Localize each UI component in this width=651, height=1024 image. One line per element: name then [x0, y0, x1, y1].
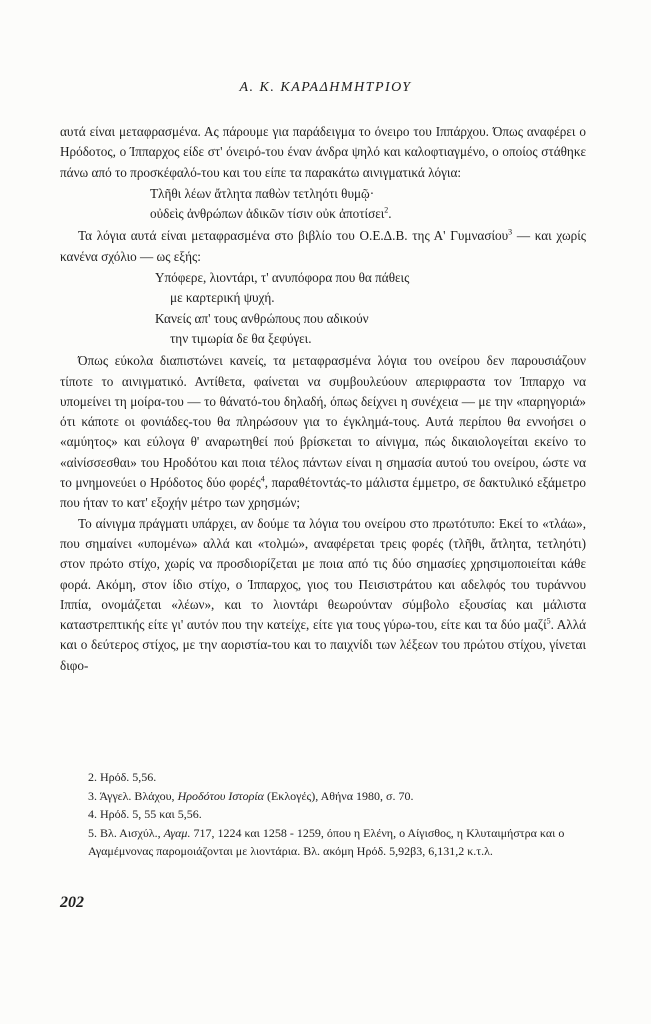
footnote-5: [60, 824, 586, 861]
page-number: 202: [60, 894, 84, 911]
greek-quote: [60, 184, 586, 225]
footnote-3: [60, 787, 586, 806]
paragraph-3: [60, 351, 586, 513]
footnote-ref-4: 4: [260, 474, 265, 484]
paragraph-1-text: αυτά είναι μεταφρασμένα. Ας πάρουμε για παράδειγμα το όνειρο του Ιππάρχου. Όπως αναφέρει ο Ηρόδοτος, ο Ίππαρχος είδε στ' όνειρό-του έναν άνδρα ψηλό και καλοφτιαγμένο, ο οποίος στάθηκε πάνω από το προσκέφαλό-του και του είπε τα παρακάτω αινιγματικά λόγια:: [60, 124, 586, 180]
footnote-ref-2: 2: [384, 205, 389, 215]
paragraph-4: [60, 514, 586, 676]
translated-quote-line-3: Κανείς απ' τους ανθρώπους που αδικούν: [155, 310, 369, 326]
paragraph-3-text-post: , παραθέτοντάς-το μάλιστα έμμετρο, σε δακτυλικό εξάμετρο που ήταν το κατ' εξοχήν μέτρο των χρησμών;: [60, 475, 586, 511]
paragraph-3-text-pre: Όπως εύκολα διαπιστώνει κανείς, τα μεταφρασμένα λόγια του ονείρου δεν παρουσιάζουν τίποτε το αινιγματικό. Αντίθετα, φαίνεται να συμβουλεύουν απεριφραστα τον Ίππαρχο να υπομείνει τη μοίρα-του — το θάνατό-του δηλαδή, όπως δείχνει η συνέχεια — με την «παρηγοριά» ότι κάποτε οι φονιάδες-του θα πληρώσουν για το έγκλημά-τους. Αυτά περίπου θα εννοήσει ο «αμύητος» και εύλογα θ' αναρωτηθεί πού βρίσκεται το αίνιγμα, πώς δικαιολογείται εκείνο το «αἰνίσσεσθαι» του Ηροδότου και ποια τέλος πάντων είναι η σημασία αυτού του ονείρου, ώστε να το μνημονεύει ο Ηρόδοτος δύο φορές: [60, 353, 586, 491]
footnote-2: 2. Ηρόδ. 5,56.: [88, 770, 157, 784]
paragraph-4-text-post: . Αλλά και ο δεύτερος στίχος, με την αοριστία-του και το παιχνίδι των λέξεων του πρώτου στίχου, γίνεται διφο-: [60, 617, 586, 673]
translated-quote: [60, 268, 586, 349]
greek-quote-line-2-text: οὐδεὶς ἀνθρώπων ἀδικῶν τίσιν οὐκ ἀποτίσει: [150, 206, 385, 222]
footnote-3-title: Ηροδότου Ιστορία: [177, 788, 264, 803]
paragraph-4-text-pre: Το αίνιγμα πράγματι υπάρχει, αν δούμε τα λόγια του ονείρου στο πρωτότυπο: Εκεί το «τλάω», που σημαίνει «υπομένω» αλλά και «τολμώ», αναφέρεται τρεις φορές (τλῆθι, ἄτλητα, τετληότι) στον πρώτο στίχο, χωρίς να προσδιορίζεται με ποια από τις δύο σημασίες χρησιμοποιείται κάθε φορά. Ακόμη, στον ίδιο στίχο, ο Ίππαρχος, γιος του Πεισιστράτου και αδελφός του τυράννου Ιππία, ονομάζεται «λέων», και το λιοντάρι θεωρούνταν σύμβολο εξουσίας και μάλιστα καταστρεπτικής είτε γι' αυτόν που την κατείχε, είτε για τους γύρω-του, είτε και τα δύο μαζί: [60, 515, 586, 633]
translated-quote-line-1: Υπόφερε, λιοντάρι, τ' ανυπόφορα που θα πάθεις: [155, 270, 410, 286]
paragraph-2-text-post: — και χωρίς κανένα σχόλιο — ως εξής:: [60, 228, 586, 264]
footnote-3-post: (Εκλογές), Αθήνα 1980, σ. 70.: [263, 788, 414, 803]
footnote-4: 4. Ηρόδ. 5, 55 και 5,56.: [88, 807, 202, 821]
greek-quote-line-1: Τλῆθι λέων ἄτλητα παθὼν τετληότι θυμῷ·: [150, 185, 375, 201]
translated-quote-line-4: την τιμωρία δε θα ξεφύγει.: [170, 330, 312, 346]
footnote-ref-5: 5: [546, 616, 551, 626]
paragraph-2-text-pre: Τα λόγια αυτά είναι μεταφρασμένα στο βιβλίο του Ο.Ε.Δ.Β. της Α' Γυμνασίου: [78, 228, 509, 244]
greek-quote-line-2: [60, 204, 586, 224]
footnote-3-pre: 3. Άγγελ. Βλάχου,: [88, 788, 178, 803]
footnote-5-post: 717, 1224 και 1258 - 1259, όπου η Ελένη, ο Αίγισθος, η Κλυταιμήστρα και ο Αγαμέμνονας παρομοιάζονται με λιοντάρια. Βλ. ακόμη Ηρόδ. 5,92β3, 6,131,2 κ.τ.λ.: [88, 825, 565, 858]
running-header: Α. Κ. ΚΑΡΑΔΗΜΗΤΡΙΟΥ: [239, 80, 412, 95]
footnote-5-title: Αγαμ.: [163, 825, 191, 840]
translated-quote-line-2: με καρτερική ψυχή.: [170, 290, 275, 306]
footnote-5-pre: 5. Βλ. Αισχύλ.,: [88, 825, 164, 840]
footnotes: [60, 768, 586, 861]
paragraph-1: [60, 122, 586, 183]
main-text: [60, 122, 586, 676]
greek-quote-line-2-end: .: [388, 206, 392, 222]
footnote-ref-3: 3: [508, 228, 513, 238]
paragraph-2: [60, 226, 586, 267]
